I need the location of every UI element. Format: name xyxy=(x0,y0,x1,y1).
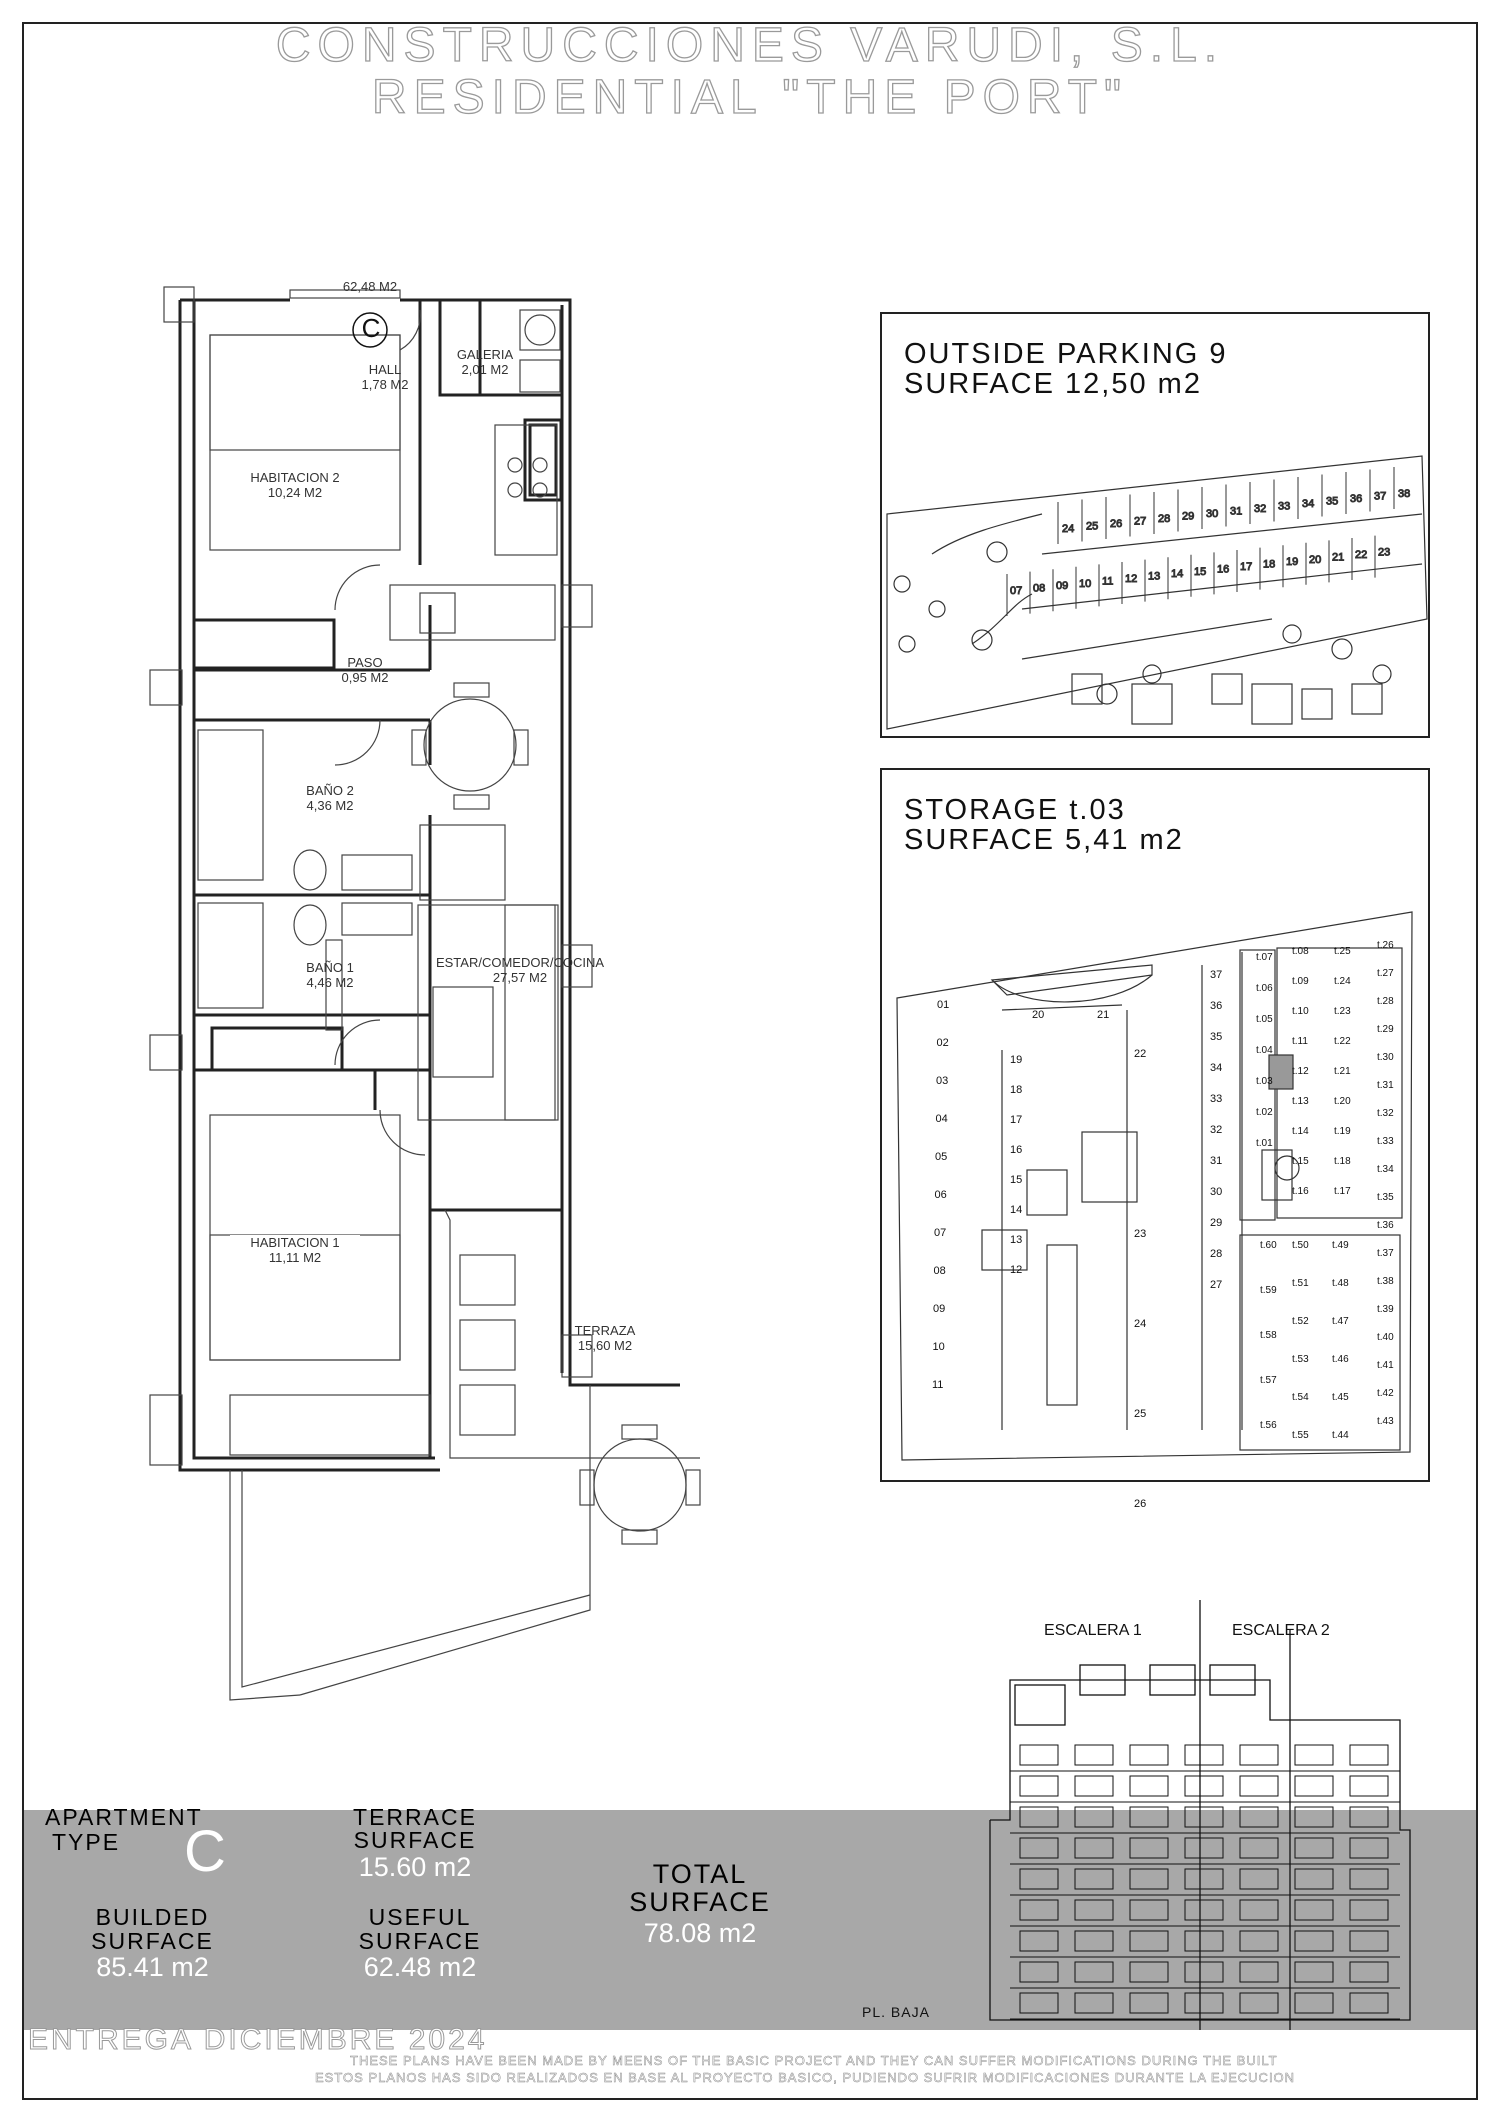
garage-space-number: 17 xyxy=(1010,1114,1023,1126)
storage-room-number: t.21 xyxy=(1334,1066,1351,1077)
useful-label: USEFUL xyxy=(368,1904,472,1930)
total-area-label: 62,48 M2 xyxy=(342,279,398,294)
elevation-window xyxy=(1185,1993,1223,2013)
storage-room-number: t.35 xyxy=(1377,1192,1394,1203)
storage-room-number: t.15 xyxy=(1292,1156,1309,1167)
elevation-window xyxy=(1130,1776,1168,1796)
parking-title: OUTSIDE PARKING 9 xyxy=(904,338,1228,370)
garage-space-number: 30 xyxy=(1210,1186,1223,1198)
elevation-window xyxy=(1075,1931,1113,1951)
garage-space-number: 25 xyxy=(1134,1408,1147,1420)
room-name-habitacion-1: HABITACION 1 xyxy=(230,1235,360,1250)
storage-room-number: t.22 xyxy=(1334,1036,1351,1047)
parking-space-number: 34 xyxy=(1302,498,1315,510)
useful-value: 62.48 m2 xyxy=(363,1952,477,1982)
apartment-type-value: C xyxy=(184,1819,226,1884)
elevation-window xyxy=(1350,1931,1388,1951)
storage-room-number: t.39 xyxy=(1377,1304,1394,1315)
elevation-window xyxy=(1020,1807,1058,1827)
garage-space-number: 21 xyxy=(1097,1009,1110,1021)
elevation-window xyxy=(1295,1838,1333,1858)
garage-space-number: 02 xyxy=(936,1037,949,1049)
storage-room-number: t.31 xyxy=(1377,1080,1394,1091)
garage-space-number: 23 xyxy=(1134,1228,1147,1240)
elevation-window xyxy=(1185,1900,1223,1920)
parking-space-number: 21 xyxy=(1332,551,1345,564)
storage-room-number: t.57 xyxy=(1260,1375,1277,1386)
storage-room-number: t.53 xyxy=(1292,1354,1309,1365)
storage-room-number: t.36 xyxy=(1377,1220,1394,1231)
elevation-window xyxy=(1020,1776,1058,1796)
elevation-window xyxy=(1020,1869,1058,1889)
storage-room-number: t.02 xyxy=(1256,1107,1273,1118)
storage-room-number: t.59 xyxy=(1260,1285,1277,1296)
parking-space-number: 25 xyxy=(1086,520,1099,533)
type-label: TYPE xyxy=(52,1829,121,1855)
ground-floor-label: PL. BAJA xyxy=(862,2004,930,2020)
terrace-value: 15.60 m2 xyxy=(358,1852,472,1882)
company-title: CONSTRUCCIONES VARUDI, S.L. xyxy=(275,19,1225,72)
storage-room-number: t.47 xyxy=(1332,1316,1349,1327)
parking-space-number: 12 xyxy=(1125,573,1138,585)
useful-surface-label: SURFACE xyxy=(358,1928,482,1954)
parking-site-plan xyxy=(882,444,1428,736)
elevation-window xyxy=(1020,1962,1058,1982)
entry-symbol: C xyxy=(361,313,381,343)
elevation-window xyxy=(1295,1993,1333,2013)
storage-room-number: t.54 xyxy=(1292,1392,1309,1403)
elevation-window xyxy=(1020,1931,1058,1951)
storage-room-number: t.48 xyxy=(1332,1278,1349,1289)
disclaimer-spanish: ESTOS PLANOS HAS SIDO REALIZADOS EN BASE AL PROYECTO BASICO, PUDIENDO SUFRIR MODIFICACIONES DURANTE LA EJECUCION xyxy=(315,2070,1296,2085)
storage-room-number: t.05 xyxy=(1256,1014,1273,1025)
elevation-window xyxy=(1075,1838,1113,1858)
parking-space-number: 33 xyxy=(1278,500,1291,513)
builded-surface-label: SURFACE xyxy=(91,1928,214,1954)
disclaimer-english: THESE PLANS HAVE BEEN MADE BY MEENS OF THE BASIC PROJECT AND THEY CAN SUFFER MODIFICATIONS DURING THE BUILT xyxy=(350,2053,1278,2068)
storage-room-number: t.01 xyxy=(1256,1138,1273,1149)
elevation-window xyxy=(1240,1900,1278,1920)
elevation-window xyxy=(1130,1993,1168,2013)
garage-space-number: 35 xyxy=(1210,1031,1223,1043)
room-name-hall: HALL xyxy=(368,362,402,377)
residential-title: RESIDENTIAL "THE PORT" xyxy=(371,71,1129,124)
parking-space-number: 23 xyxy=(1378,546,1391,559)
garage-space-number: 07 xyxy=(934,1227,947,1239)
parking-space-number: 08 xyxy=(1033,582,1046,595)
apartment-label: APARTMENT xyxy=(45,1804,203,1830)
storage-room-number: t.09 xyxy=(1292,976,1309,987)
room-area-hall: 1,78 M2 xyxy=(361,377,409,392)
room-area-bano-1: 4,46 M2 xyxy=(306,975,354,990)
storage-room-number: t.03 xyxy=(1256,1076,1273,1087)
elevation-window xyxy=(1075,1900,1113,1920)
storage-room-number: t.26 xyxy=(1377,940,1394,951)
elevation-window xyxy=(1350,1900,1388,1920)
elevation-window xyxy=(1295,1807,1333,1827)
room-area-habitacion-2: 10,24 M2 xyxy=(267,485,323,500)
room-name-bano-2: BAÑO 2 xyxy=(306,783,354,798)
elevation-window xyxy=(1240,1745,1278,1765)
garage-space-number: 06 xyxy=(934,1189,947,1201)
parking-space-number: 22 xyxy=(1355,549,1368,561)
storage-room-number: t.32 xyxy=(1377,1108,1394,1119)
elevation-window xyxy=(1130,1869,1168,1889)
garage-space-number: 04 xyxy=(935,1113,948,1125)
storage-room-number: t.55 xyxy=(1292,1430,1309,1441)
parking-space-number: 10 xyxy=(1079,577,1092,590)
storage-room-number: t.58 xyxy=(1260,1330,1277,1341)
elevation-window xyxy=(1075,1993,1113,2013)
storage-room-number: t.13 xyxy=(1292,1096,1309,1107)
storage-room-number: t.06 xyxy=(1256,983,1273,994)
room-name-terraza: TERRAZA xyxy=(574,1323,636,1338)
parking-space-number: 32 xyxy=(1254,503,1267,515)
room-name-bano-1: BAÑO 1 xyxy=(306,960,354,975)
garage-space-number: 29 xyxy=(1210,1217,1223,1229)
elevation-window xyxy=(1075,1869,1113,1889)
elevation-window xyxy=(1020,1993,1058,2013)
garage-space-number: 09 xyxy=(933,1303,946,1315)
storage-room-number: t.23 xyxy=(1334,1006,1351,1017)
parking-panel xyxy=(880,312,1430,738)
storage-room-number: t.49 xyxy=(1332,1240,1349,1251)
room-area-galeria: 2,01 M2 xyxy=(461,362,509,377)
elevation-window xyxy=(1295,1869,1333,1889)
parking-surface: SURFACE 12,50 m2 xyxy=(904,368,1202,400)
total-label: TOTAL xyxy=(652,1859,748,1889)
room-name-habitacion-2: HABITACION 2 xyxy=(250,470,340,485)
garage-space-number: 03 xyxy=(936,1075,949,1087)
storage-room-number: t.20 xyxy=(1334,1096,1351,1107)
parking-space-number: 09 xyxy=(1056,580,1069,593)
parking-space-number: 11 xyxy=(1102,575,1114,588)
storage-room-number: t.08 xyxy=(1292,946,1309,957)
elevation-window xyxy=(1350,1838,1388,1858)
parking-space-number: 18 xyxy=(1263,558,1276,571)
storage-room-number: t.56 xyxy=(1260,1420,1277,1431)
parking-space-number: 28 xyxy=(1158,513,1171,525)
storage-room-number: t.44 xyxy=(1332,1430,1349,1441)
elevation-window xyxy=(1295,1776,1333,1796)
elevation-window xyxy=(1130,1807,1168,1827)
elevation-window xyxy=(1295,1745,1333,1765)
storage-room-number: t.30 xyxy=(1377,1052,1394,1063)
storage-panel xyxy=(880,768,1430,1510)
storage-room-number: t.17 xyxy=(1334,1186,1351,1197)
parking-space-number: 38 xyxy=(1398,488,1411,500)
storage-room-number: t.42 xyxy=(1377,1388,1394,1399)
storage-room-number: t.04 xyxy=(1256,1045,1273,1056)
builded-value: 85.41 m2 xyxy=(96,1952,209,1982)
parking-space-number: 16 xyxy=(1217,563,1230,576)
parking-space-number: 24 xyxy=(1062,523,1075,535)
elevation-window xyxy=(1130,1962,1168,1982)
storage-room-number: t.19 xyxy=(1334,1126,1351,1137)
garage-space-number: 16 xyxy=(1010,1144,1023,1156)
parking-space-number: 15 xyxy=(1194,565,1207,578)
elevation-window xyxy=(1240,1993,1278,2013)
garage-space-number: 24 xyxy=(1134,1318,1147,1330)
storage-room-number: t.25 xyxy=(1334,946,1351,957)
storage-room-number: t.11 xyxy=(1292,1036,1308,1047)
room-area-habitacion-1: 11,11 M2 xyxy=(230,1250,360,1265)
room-area-estar: 27,57 M2 xyxy=(492,970,548,985)
storage-room-number: t.51 xyxy=(1292,1278,1309,1289)
floor-plan xyxy=(150,275,800,1675)
garage-space-number: 18 xyxy=(1010,1084,1023,1096)
garage-space-number: 37 xyxy=(1210,969,1223,981)
garage-space-number: 26 xyxy=(1134,1498,1147,1510)
garage-space-number: 12 xyxy=(1010,1264,1023,1276)
elevation-window xyxy=(1020,1745,1058,1765)
elevation-window xyxy=(1240,1869,1278,1889)
garage-space-number: 01 xyxy=(937,999,950,1011)
garage-space-number: 11 xyxy=(932,1379,944,1391)
elevation-window xyxy=(1075,1962,1113,1982)
elevation-window xyxy=(1295,1931,1333,1951)
elevation-window xyxy=(1295,1962,1333,1982)
elevation-window xyxy=(1020,1900,1058,1920)
parking-space-number: 27 xyxy=(1134,515,1147,528)
elevation-window xyxy=(1130,1838,1168,1858)
room-name-galeria: GALERIA xyxy=(456,347,514,362)
storage-room-number: t.12 xyxy=(1292,1066,1309,1077)
room-name-paso: PASO xyxy=(347,655,383,670)
room-area-terraza: 15,60 M2 xyxy=(577,1338,633,1353)
total-value: 78.08 m2 xyxy=(643,1918,757,1948)
storage-room-number: t.45 xyxy=(1332,1392,1349,1403)
storage-room-number: t.07 xyxy=(1256,952,1273,963)
storage-basement-plan xyxy=(882,770,1428,1510)
parking-space-number: 29 xyxy=(1182,510,1195,523)
storage-room-number: t.41 xyxy=(1377,1360,1394,1371)
garage-space-number: 28 xyxy=(1210,1248,1223,1260)
parking-space-number: 37 xyxy=(1374,490,1387,503)
storage-room-number: t.28 xyxy=(1377,996,1394,1007)
delivery-date: ENTREGA DICIEMBRE 2024 xyxy=(28,2023,488,2056)
elevation-window xyxy=(1240,1931,1278,1951)
elevation-window xyxy=(1350,1993,1388,2013)
storage-room-number: t.60 xyxy=(1260,1240,1277,1251)
elevation-window xyxy=(1350,1776,1388,1796)
elevation-window xyxy=(1075,1776,1113,1796)
parking-space-number: 26 xyxy=(1110,518,1123,530)
storage-title: STORAGE t.03 xyxy=(904,794,1126,826)
elevation-window xyxy=(1185,1745,1223,1765)
storage-room-number: t.33 xyxy=(1377,1136,1394,1147)
building-elevation xyxy=(990,1600,1430,2030)
storage-room-number: t.37 xyxy=(1377,1248,1394,1259)
elevation-window xyxy=(1075,1807,1113,1827)
terrace-surface-label: SURFACE xyxy=(353,1827,477,1853)
garage-space-number: 33 xyxy=(1210,1093,1223,1105)
elevation-window xyxy=(1350,1962,1388,1982)
elevation-window xyxy=(1130,1931,1168,1951)
elevation-window xyxy=(1185,1869,1223,1889)
parking-space-number: 31 xyxy=(1230,505,1243,518)
garage-space-number: 27 xyxy=(1210,1279,1223,1291)
elevation-window xyxy=(1240,1776,1278,1796)
parking-space-number: 36 xyxy=(1350,493,1363,505)
total-surface-label: SURFACE xyxy=(629,1887,771,1917)
parking-space-number: 35 xyxy=(1326,495,1339,508)
storage-room-number: t.24 xyxy=(1334,976,1351,987)
garage-space-number: 10 xyxy=(932,1341,945,1353)
storage-room-number: t.50 xyxy=(1292,1240,1309,1251)
storage-room-number: t.29 xyxy=(1377,1024,1394,1035)
garage-space-number: 05 xyxy=(935,1151,948,1163)
elevation-window xyxy=(1350,1745,1388,1765)
storage-surface: SURFACE 5,41 m2 xyxy=(904,824,1184,856)
elevation-window xyxy=(1185,1807,1223,1827)
elevation-window xyxy=(1075,1745,1113,1765)
elevation-window xyxy=(1240,1962,1278,1982)
parking-space-number: 07 xyxy=(1010,585,1023,597)
parking-space-number: 30 xyxy=(1206,508,1219,520)
elevation-window xyxy=(1240,1838,1278,1858)
garage-space-number: 22 xyxy=(1134,1048,1147,1060)
stair-2-label: ESCALERA 2 xyxy=(1232,1622,1330,1639)
storage-room-number: t.52 xyxy=(1292,1316,1309,1327)
storage-room-number: t.43 xyxy=(1377,1416,1394,1427)
storage-room-number: t.10 xyxy=(1292,1006,1309,1017)
room-area-paso: 0,95 M2 xyxy=(341,670,389,685)
elevation-window xyxy=(1295,1900,1333,1920)
storage-room-number: t.18 xyxy=(1334,1156,1351,1167)
elevation-window xyxy=(1185,1931,1223,1951)
parking-space-number: 17 xyxy=(1240,561,1253,573)
garage-space-number: 32 xyxy=(1210,1124,1223,1136)
elevation-window xyxy=(1240,1807,1278,1827)
garage-space-number: 13 xyxy=(1010,1234,1023,1246)
storage-room-number: t.16 xyxy=(1292,1186,1309,1197)
garage-space-number: 19 xyxy=(1010,1054,1023,1066)
elevation-window xyxy=(1020,1838,1058,1858)
storage-room-number: t.34 xyxy=(1377,1164,1394,1175)
garage-space-number: 36 xyxy=(1210,1000,1223,1012)
elevation-window xyxy=(1350,1807,1388,1827)
stair-1-label: ESCALERA 1 xyxy=(1044,1622,1142,1639)
parking-space-number: 20 xyxy=(1309,553,1322,566)
elevation-window xyxy=(1130,1900,1168,1920)
elevation-window xyxy=(1130,1745,1168,1765)
storage-room-number: t.38 xyxy=(1377,1276,1394,1287)
elevation-window xyxy=(1185,1962,1223,1982)
storage-room-number: t.46 xyxy=(1332,1354,1349,1365)
storage-room-number: t.27 xyxy=(1377,968,1394,979)
room-area-bano-2: 4,36 M2 xyxy=(306,798,354,813)
garage-space-number: 34 xyxy=(1210,1062,1223,1074)
elevation-window xyxy=(1185,1838,1223,1858)
parking-space-number: 13 xyxy=(1148,570,1161,583)
garage-space-number: 15 xyxy=(1010,1174,1023,1186)
garage-space-number: 20 xyxy=(1032,1009,1045,1021)
terrace-label: TERRACE xyxy=(353,1804,477,1830)
storage-room-number: t.14 xyxy=(1292,1126,1309,1137)
garage-space-number: 14 xyxy=(1010,1204,1023,1216)
storage-room-number: t.40 xyxy=(1377,1332,1394,1343)
room-name-estar: ESTAR/COMEDOR/COCINA xyxy=(435,955,605,970)
parking-space-number: 19 xyxy=(1286,556,1299,569)
elevation-window xyxy=(1350,1869,1388,1889)
elevation-window xyxy=(1185,1776,1223,1796)
builded-label: BUILDED xyxy=(95,1904,210,1930)
garage-space-number: 08 xyxy=(933,1265,946,1277)
parking-space-number: 14 xyxy=(1171,568,1184,581)
garage-space-number: 31 xyxy=(1210,1155,1223,1167)
